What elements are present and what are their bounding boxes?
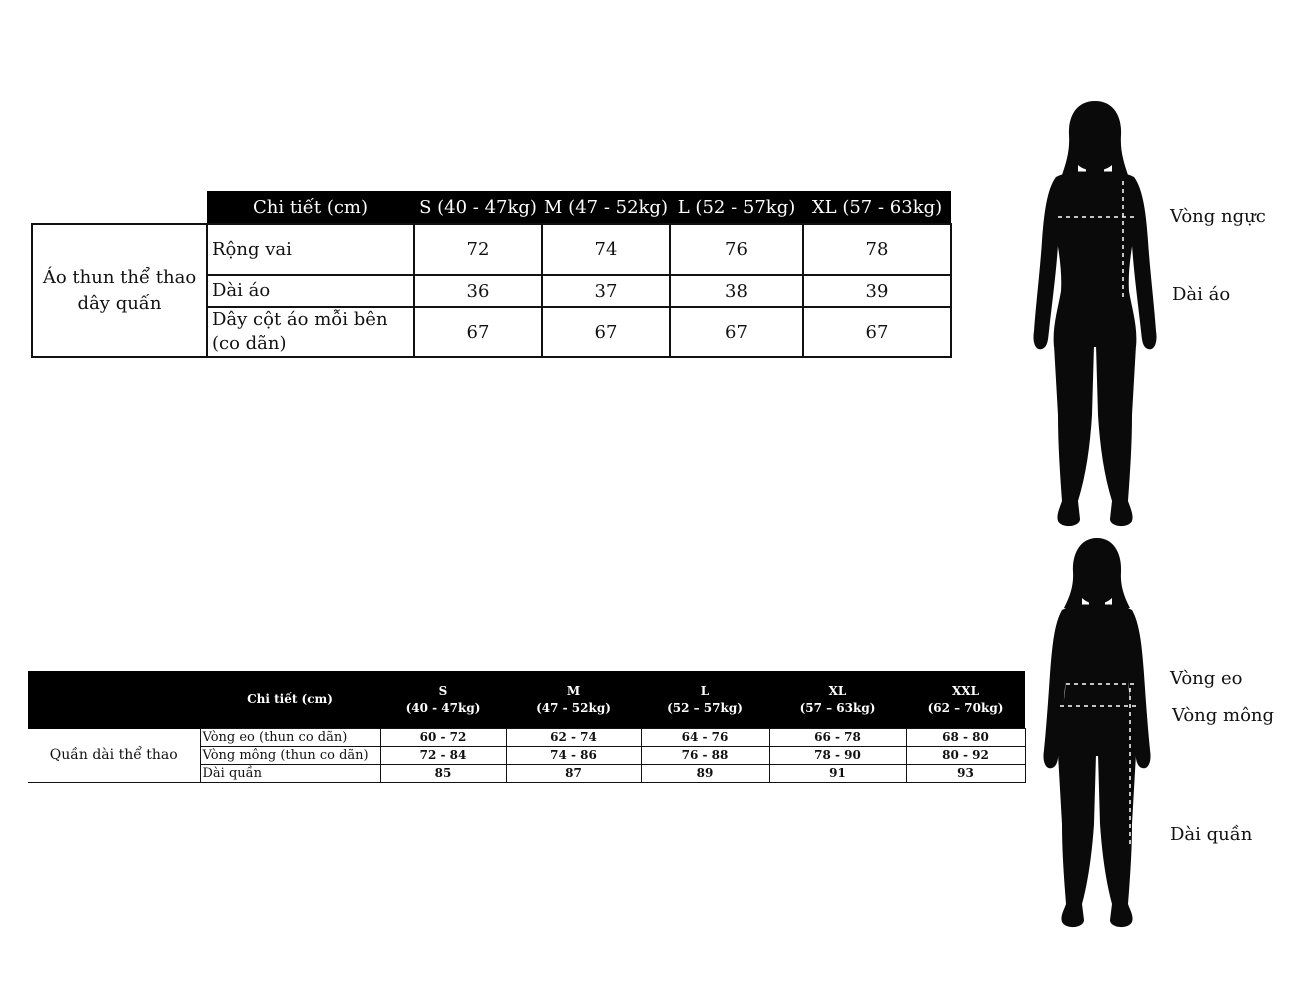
size-range: (52 – 57kg) <box>667 700 743 715</box>
cell-value: 76 - 88 <box>641 747 769 765</box>
cell-value: 76 <box>670 224 803 275</box>
cell-value: 89 <box>641 765 769 783</box>
cell-value: 64 - 76 <box>641 729 769 747</box>
cell-value: 93 <box>906 765 1025 783</box>
header-detail: Chi tiết (cm) <box>200 671 380 729</box>
size-name: S <box>438 683 448 698</box>
row-label: Vòng mông (thun co dãn) <box>200 747 380 765</box>
cell-value: 74 <box>542 224 670 275</box>
product-name: Áo thun thể thao dây quấn <box>32 224 207 357</box>
table-row <box>32 224 951 275</box>
header-size-xxl <box>906 671 1025 729</box>
cell-value: 78 <box>803 224 951 275</box>
table-row <box>28 729 1025 747</box>
cell-value: 87 <box>506 765 641 783</box>
header-size-m <box>506 671 641 729</box>
header-size-s <box>380 671 506 729</box>
table-header-row <box>28 671 1025 729</box>
row-label: Dây cột áo mỗi bên (co dãn) <box>207 307 414 357</box>
cell-value: 62 - 74 <box>506 729 641 747</box>
size-range: (47 - 52kg) <box>536 700 611 715</box>
cell-value: 72 <box>414 224 542 275</box>
cell-value: 67 <box>670 307 803 357</box>
product-name: Quần dài thể thao <box>28 729 200 783</box>
hip-label: Vòng mông <box>1172 705 1275 726</box>
chest-label: Vòng ngực <box>1170 206 1266 227</box>
shirt-length-label: Dài áo <box>1172 284 1231 305</box>
cell-value: 68 - 80 <box>906 729 1025 747</box>
waist-label: Vòng eo <box>1170 668 1243 689</box>
header-blank <box>28 671 200 729</box>
cell-value: 78 - 90 <box>769 747 906 765</box>
size-name: M <box>566 683 581 698</box>
cell-value: 66 - 78 <box>769 729 906 747</box>
cell-value: 67 <box>414 307 542 357</box>
pants-size-table <box>28 671 1026 783</box>
row-label: Dài quần <box>200 765 380 783</box>
size-range: (62 – 70kg) <box>927 700 1004 715</box>
header-size-m: M (47 - 52kg) <box>542 191 670 224</box>
row-label: Dài áo <box>207 275 414 307</box>
cell-value: 37 <box>542 275 670 307</box>
row-label: Vòng eo (thun co dãn) <box>200 729 380 747</box>
header-detail: Chi tiết (cm) <box>207 191 414 224</box>
size-name: XXL <box>951 683 980 698</box>
shirt-size-table <box>31 191 952 358</box>
size-range: (40 - 47kg) <box>405 700 481 715</box>
cell-value: 72 - 84 <box>380 747 506 765</box>
body-silhouette-top <box>1020 95 1170 535</box>
cell-value: 38 <box>670 275 803 307</box>
pants-length-label: Dài quần <box>1170 824 1253 845</box>
cell-value: 60 - 72 <box>380 729 506 747</box>
header-size-xl <box>769 671 906 729</box>
size-name: XL <box>828 683 847 698</box>
cell-value: 67 <box>803 307 951 357</box>
size-range: (57 – 63kg) <box>799 700 876 715</box>
cell-value: 39 <box>803 275 951 307</box>
cell-value: 67 <box>542 307 670 357</box>
table-header-row <box>32 191 951 224</box>
cell-value: 91 <box>769 765 906 783</box>
size-name: L <box>700 683 710 698</box>
header-blank <box>32 191 207 224</box>
header-size-l <box>641 671 769 729</box>
cell-value: 74 - 86 <box>506 747 641 765</box>
cell-value: 85 <box>380 765 506 783</box>
body-silhouette-bottom <box>1032 534 1162 934</box>
cell-value: 36 <box>414 275 542 307</box>
header-size-xl: XL (57 - 63kg) <box>803 191 951 224</box>
header-size-s: S (40 - 47kg) <box>414 191 542 224</box>
cell-value: 80 - 92 <box>906 747 1025 765</box>
row-label: Rộng vai <box>207 224 414 275</box>
header-size-l: L (52 - 57kg) <box>670 191 803 224</box>
